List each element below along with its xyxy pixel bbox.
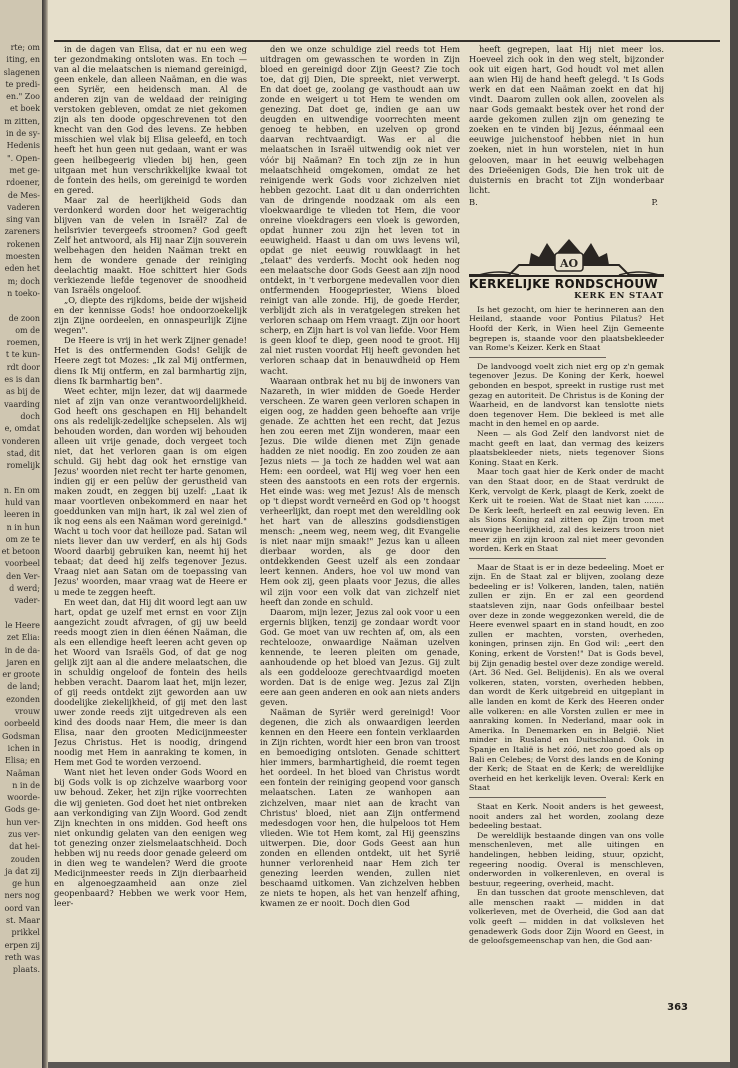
left-page-line: hun ver- <box>6 817 40 827</box>
left-page-line: st. Maar <box>6 916 40 926</box>
left-page-line <box>0 608 42 620</box>
left-page-line: d werd; <box>9 584 40 594</box>
section-title: KERKELIJKE RONDSCHOUW <box>469 275 664 289</box>
paragraph: De Heere is vrij in het werk Zijner genade! Het is des ontfermenden Gods! Gelijk de Heere zegt tot Mozes: „Ik zal Mij ontfermen, diens Ik Mij ontferm, en zal barmhartig zijn, diens Ik barmhartig ben". <box>54 335 247 386</box>
emblem-text: AO <box>559 256 579 270</box>
left-page-line: de Mes- <box>7 190 40 200</box>
left-page-line: ichen in <box>7 743 40 753</box>
paragraph: heeft gegrepen, laat Hij niet meer los. Hoeveel zich ook in den weg stelt, bijzonder ook uit eigen hart, God houdt vol met allen aan wien Hij de hand heeft gelegd. 't Is Gods werk en dat een Naäman zoekt en dat hij vindt. Daarom zullen ook allen, zoovelen als naar Gods gemaakt bestek over het rond der aarde gekomen zullen zijn om genezing te zoeken en te vinden bij Jezus, éénmaal een eeuwige juichenstoof hebben niet in hun zoeken, niet in hun worstelen, niet in hun gelooven, maar in het eeuwig welbehagen des Drieëenigen Gods, Die hen trok uit de duisternis en bracht tot Zijn wonderbaar licht. <box>469 44 664 195</box>
left-page-line: n in hun <box>6 522 40 532</box>
left-page-line: eden het <box>4 264 40 274</box>
left-page-line: doch <box>20 411 40 421</box>
left-page-line: zouden <box>10 854 40 864</box>
left-page-line: jaren en <box>6 657 40 667</box>
left-page-line: woorde- <box>7 793 40 803</box>
left-page-line: er groote <box>2 670 40 680</box>
left-page-line: roemen, <box>6 338 40 348</box>
left-page-line: om ze te <box>5 534 40 544</box>
left-page-line: m zitten, <box>4 116 40 126</box>
paragraph: Maar de Staat is er in deze bedeeling. Moet er zijn. En de Staat zal er blijven, zoolang deze bedeeling er is! Volkeren, landen, talen, natiën zullen er zijn. En er zal een geordend staatsleven zijn, naar Gods onfeilbaar bestel over deze in zonde weggezonken wereld, die de Heere evenwel spaart en in stand houdt, en zoo zullen er machten, vorsten, overheden, koningen, prinsen zijn. En God wil: „eert den Koning, erkent de Vorsten!" Dat is Gods bevel, bij Zijn genadig bestel over deze zondige wereld. (Art. 36 Ned. Gel. Belijdenis). En als we overal volkeren, staten, vorsten, overheden hebben, dan wordt de Kerk uitgebreid en uitgeplant in alle landen en komt de Kerk des Heeren onder alle volkeren: en alle Vorsten zullen er mee in aanraking komen. In Nederland, maar ook in Amerika. In Denemarken en in België. Niet minder in Rusland en Duitschland. Ook in Spanje en Italië is het zóó, net zoo goed als op Bali en Celebes; de Vorst des lands en de Koning der Kerk; de Staat en de Kerk; de wereldlijke overheid en het kerkelijk leven. Overal: Kerk en Staat <box>469 562 664 793</box>
section-subtitle: KERK EN STAAT <box>574 290 664 301</box>
left-page-line: rokenen <box>6 239 40 249</box>
left-page-line: ners nog <box>4 891 40 901</box>
left-page-line: vrouw <box>14 707 40 717</box>
left-page-line: Godsman <box>2 731 40 741</box>
left-page-line: moesten <box>5 252 40 262</box>
paragraph: De wereldlijk bestaande dingen van ons volle menschenleven, met alle uitingen en handelingen, hebben leiding, stuur, opzicht, regeering noodig. Overal is menschleven, onderworden in volkerenleven, en overal is bestuur, regeering, overheid, macht. <box>469 830 664 888</box>
left-page-line: slagenen <box>3 67 40 77</box>
paragraph: En dan tusschen dat groote menschleven, dat alle menschen raakt — midden in dat volkerleven, met de Overheid, die God aan dat volk geeft — midden in dat volksleven het genadewerk Gods door Zijn Woord en Geest, in de geloofsgemeenschap van hen, die God aan- <box>469 888 664 946</box>
church-emblem-header <box>469 235 664 279</box>
left-page-line: le Heere <box>5 620 40 630</box>
paragraph: Daarom, mijn lezer, Jezus zal ook voor u een ergernis blijken, tenzij ge zondaar wordt voor God. Ge moet van uw rechten af, om, als een rechtelooze, onwaardige Naäman uzelven kennende, te leeren pleiten om genade, aanhoudende op het bloed van Jezus. Gij zult als een goddelooze gerechtvaardigd moeten worden. Dat is de enige weg. Jezus zal Zijn eere aan geen anderen en ook aan niets anders geven. <box>260 606 460 708</box>
left-page-line: romelijk <box>6 461 40 471</box>
section-body <box>469 305 664 946</box>
left-page-line: Naäman <box>5 768 40 778</box>
paragraph: Neen — als God Zelf den landvorst niet de macht geeft en laat, dan vermag des keizers plaatsbekleeder niets, niets tegenover Sions Koning. Staat en Kerk. <box>469 428 664 467</box>
paragraph: Weet echter, mijn lezer, dat wij daarmede niet af zijn van onze verantwoordelijkheid. God heeft ons geschapen en Hij behandelt ons als redelijk-zedelijke schepselen. Als wij behouden worden, dan worden wij behouden alleen uit vrije genade, doch vergeet toch niet, dat het verloren gaan is om eigen schuld. Gij hebt dag ook het ernstige van Jezus' woorden niet recht ter harte genomen, indien gij er een pelûw der gerustheid van maken zoudt, en zeggen bij uzelf: „Laat ik maar voortleven onbekommerd en naar het goeddunken van mijn hart, ik zal wel zien of ik nog eens als een Naäman word gereinigd." Wacht u toch voor dat heilloze pad. Satan wil niets liever dan uw verderf, en als hij Gods Woord daarbij gebruiken kan, neemt hij het tebaat; dat deed hij zelfs tegenover Jezus. Vraag niet aan Satan om de toepassing van Jezus' woorden, maar vraag wat de Heere er u mede te zeggen heeft. <box>54 385 247 597</box>
left-page-line: Hedenis <box>6 141 40 151</box>
left-page-line: ja dat zij <box>5 866 40 876</box>
left-page-line: zareners <box>4 227 40 237</box>
left-page-line: prikkel <box>11 928 40 938</box>
paragraph: Staat en Kerk. Nooit anders is het geweest, nooit anders zal het worden, zoolang deze bedeeling bestaat. <box>469 801 664 831</box>
left-page-line: iting, en <box>6 55 40 65</box>
left-page-line: n in de <box>12 780 40 790</box>
left-page-line <box>0 300 42 312</box>
left-page-line: Gods ge- <box>4 805 40 815</box>
left-page-line: m; doch <box>7 276 40 286</box>
left-page-line: oorbeeld <box>4 719 40 729</box>
left-page-line: oord van <box>4 903 40 913</box>
page-number: 363 <box>667 1002 688 1013</box>
paragraph: in de dagen van Elisa, dat er nu een weg ter gezondmaking ontsloten was. En toch — van al die melaatschen is niemand gereinigd, geen enkele, dan alleen Naäman, en die was een Syriër, een heidensch man. Al de anderen zijn van de weldaad der reiniging verstoken gebleven, omdat ze niet gekomen zijn als ten doode opgeschrevenen tot den knecht van den God des levens. Ze hebben misschien wel vlak bij Elisa geleefd, en toch heeft het hun geen nut gedaan, want er was geen heilbegeerig vlieden bij hen, geen uitgaan met hun verschrikkelijke kwaal tot de fontein des heils, om gereinigd te worden en gered. <box>54 44 247 195</box>
left-page-line: n. En om <box>3 485 40 495</box>
book-page <box>48 0 732 1062</box>
article-column-1 <box>54 44 247 1034</box>
paragraph: Waaraan ontbrak het nu bij de inwoners van Nazareth, in wier midden de Goede Herder verscheen. Ze waren geen verloren schapen in eigen oog, ze hadden geen behoefte aan vrije genade. Ze achtten het een recht, dat Jezus hen zou eeren met Zijn wonderen, maar een Jezus. Die wilde dienen met Zijn genade hadden ze niet noodig. En zoo zouden ze aan Jezus niets — ja toch ze hadden wel wat aan Hem: een oordeel, wat Hij weg voer hen een steen des aanstoots en een rots der ergernis. Het einde was: weg met Jezus! Als de mensch op 't diepst wordt verneêrd en God op 't hoogst verheerlijkt, dan roept met den wereldling ook het hart van de alleszins godsdienstigen mensch: „neem weg, neem weg, dit Evangelie is niet naar mijn smaak!" Jezus kan u alleen dierbaar worden, als ge door den ontdekkenden Geest uzelf als een zondaar leert kennen. Anders, hoe vol uw mond van Hem ook zij, geen plaats voor Jezus, die alles wil zijn voor een volk dat van zichzelf niet heeft dan zonde en schuld. <box>260 375 460 607</box>
left-page-line: rdt door <box>6 362 40 372</box>
left-page-line: es is dan <box>4 375 40 385</box>
left-page-line: as bij de <box>6 387 40 397</box>
paragraph: den we onze schuldige ziel reeds tot Hem uitdragen om gewasschen te worden in Zijn bloed en gereinigd door Zijn Geest? Zie toch toe, dat gij Dien, Die spreekt, niet verwerpt. En dat doet ge, zoolang ge vasthoudt aan uw zonde en weigert u tot Hem te wenden om genezing. Dat doet ge, indien ge aan uw deugden en uitwendige voorrechten meent genoeg te hebben, en uzelven op grond daarvan rechtvaardigt. Was er al die melaatschen in Israël uitwendig ook niet ver vóór bij Naäman? En toch zijn ze in hun melaatschheid omgekomen, omdat ze het reinigende werk Gods voor zichzelven niet hebben gezocht. Laat dit u dan onderrichten van de dringende noodzaak om als een vloekwaardige te vlieden tot Hem, die voor onreine vloekdragers een vloek is geworden, opdat hunner zou zijn het leven tot in eeuwigheid. Haast u dan om uws levens wil, opdat ge niet eeuwig rouwklaagt in het „telaat" des verderfs. Mocht ook heden nog een melaatsche door Gods Geest aan zijn nood ontdekt, in 't verborgene medevallen voor dien ontfermenden Hoogepriester, Wiens bloed reinigt van alle zonde. Hij, de goede Herder, verblijdt zich als in veratgelegen streken het verloren schaap om Hem vraagt. Zijn oor hoort scherp, en Zijn hart is vol van liefde. Voor Hem is geen kloof te diep, geen nood te groot. Hij zal niet rusten voordat Hij heeft gevonden het verloren schaap dat in benauwdheid op Hem wacht. <box>260 44 460 376</box>
signature-initial-right: P. <box>651 196 658 207</box>
top-rule <box>54 40 720 42</box>
paragraph: Naäman de Syriër werd gereinigd! Voor degenen, die zich als onwaardigen leerden kennen en den Heere een fontein verklaarden in Zijn richten, wordt hier een bron van troost en bemoediging ontsloten. Genade schittert hier immers, barmhartigheid, die roemt tegen het oordeel. In het bloed van Christus wordt een fontein der reiniging geopend voor gansch melaatschen. Laten ze wanhopen aan zichzelven, maar niet aan de kracht van Christus' bloed, niet aan Zijn ontfermend medesdogen voor hen, die hulpeloos tot Hem vlieden. Wie tot Hem komt, zal Hij geenszins uitwerpen. Die, door Gods Geest aan hun zonden en ellenden ontdekt, uit het Syrië hunner verlorenheid naar Hem zich ter genezing leerden wenden, zullen niet beschaamd uitkomen. Van zichzelven hebben ze niets te hopen, als het van henzelf afhing, kwamen ze er nooit. Doch dien God <box>260 707 460 908</box>
signature-initial-left: B. <box>469 196 478 207</box>
paragraph: Is het gezocht, om hier te herinneren aan den Heiland, staande voor Pontius Pilatus? Het Hoofd der Kerk, in Wien heel Zijn Gemeente begrepen is, staande voor den plaatsbekleeder van Rome's Keizer. Kerk en Staat <box>469 304 664 353</box>
left-page-line: n toeko- <box>7 288 40 298</box>
left-page-line: stad, dit <box>6 448 40 458</box>
left-page-line: reth was <box>4 952 40 962</box>
article-column-2 <box>260 44 460 1034</box>
paragraph: Maar zal de heerlijkheid Gods dan verdonkerd worden door het weigerachtig blijven van de velen in Israël? Zal de heilsrivier tevergeefs stroomen? God geeft Zelf het antwoord, als Hij naar Zijn souverein welbehagen den heiden Naäman trekt en hem de wondere genade der reiniging deelachtig maakt. Hoe schittert hier Gods verkiezende liefde tegenover de snoodheid van Israëls ongeloof. <box>54 194 247 296</box>
left-page-line: et betoon <box>1 547 40 557</box>
left-page-line: te predi- <box>5 79 40 89</box>
paragraph: „O, diepte des rijkdoms, beide der wijsheid en der kennisse Gods! hoe ondoorzoekelijk zijn Zijne oordeelen, en onnaspeurlijk Zijne wegen". <box>54 295 247 336</box>
paragraph: De landvoogd voelt zich niet erg op z'n gemak tegenover Jezus. De Koning der Kerk, hoewel gebonden en bespot, spreekt in rustige rust met gezag en autoriteit. De Christus is de Koning der Waarheid, en de landvorst kan tenslotte niets doen tegenover Hem. Die bekleed is met alle macht in den hemel en op aarde. <box>469 361 664 429</box>
left-page-line: de zoon <box>8 313 40 323</box>
left-page-line: voorbeel <box>4 559 40 569</box>
left-page-line: zet Elia: <box>6 633 40 643</box>
left-page-line: vaderen <box>7 202 40 212</box>
left-page-line: met ge- <box>9 165 40 175</box>
left-page-line: huld van <box>5 497 40 507</box>
left-page-line: in de sy- <box>6 129 40 139</box>
left-page-line: plaats. <box>12 965 40 975</box>
left-page-line: ezonden <box>6 694 40 704</box>
paragraph: Maar toch gaat hier de Kerk onder de macht van den Staat door, en de Staat verdrukt de Kerk, vervolgt de Kerk, plaagt de Kerk, zoekt de Kerk uit te roeien. Wat de Staat niet kan ........ De Kerk leeft, herleeft en zal eeuwig leven. En als Sions Koning zal zitten op Zijn troon met eeuwige heerlijkheid, zal des keizers troon niet meer zijn en zijn kroon zal niet meer gevonden worden. Kerk en Staat <box>469 467 664 554</box>
left-page-line: den Ver- <box>6 571 40 581</box>
left-page-line: zus ver- <box>8 830 40 839</box>
left-page-line: erpen zij <box>4 940 40 950</box>
left-page-line <box>0 472 42 484</box>
emblem-illustration <box>469 235 664 279</box>
left-page-line: sing van <box>6 215 40 225</box>
left-page-line: ". Open- <box>6 153 40 163</box>
article-column-3 <box>469 44 664 1004</box>
left-page-line: vonderen <box>1 436 40 446</box>
dotted-divider <box>469 357 606 358</box>
left-page-line: et boek <box>9 104 40 114</box>
left-page-line: in de da- <box>4 645 40 655</box>
left-page-line: vader- <box>14 596 40 606</box>
paragraph: Want niet het leven onder Gods Woord en bij Gods volk is op zichzelve waarborg voor uw behoud. Zeker, het zijn rijke voorrechten die wij genieten. God doet het niet ontbreken aan verkondiging van Zijn Woord. God zendt Zijn knechten in ons midden. God heeft ons niet onkundig gelaten van den eenigen weg tot genezing onzer zielsmelaatschheid. Doch hebben wij nu reeds door genade geleerd om in dien weg te wandelen? Werd die groote Medicijnmeester reeds in Zijn dierbaarheid en algenoegzaamheid aan onze ziel geopenbaard? Hebben we werk voor Hem, leer- <box>54 767 247 908</box>
left-page-line: en." Zoo <box>6 92 40 102</box>
left-page-line: Elisa; en <box>5 756 40 766</box>
left-page-line: e, omdat <box>4 424 40 434</box>
left-page-line: vaarding <box>4 399 40 409</box>
paragraph: En weet dan, dat Hij dit woord legt aan uw hart, opdat ge uzelf met ernst en voor Zijn aangezicht zoudt afvragen, of gij uw beeld reeds moogt zien in dien éénen Naäman, die als een ellendige heeft leeren acht geven op het Woord van Israëls God, of dat ge nog gelijk zijt aan al die andere melaatschen, die in schuldig ongeloof de fontein des heils hebben veracht. Daarom laat het, mijn lezer, of gij reeds ontdekt zijt geworden aan uw doodelijke ziekelijkheid, of gij met den last uwer zonde reeds zijt uitgedreven als een kind des doods naar Hem, die meer is dan Elisa, naar den grooten Medicijnmeester Jezus Christus. Het is noodig, dringend noodig met Hem in aanraking te komen, in Hem met God te worden verzoend. <box>54 596 247 768</box>
left-page-line: dat hei- <box>9 842 40 852</box>
left-page-line: leeren in <box>4 510 40 520</box>
left-page-line: om de <box>15 325 40 335</box>
left-page-line: rdoener, <box>6 178 40 188</box>
left-page-line: rte; om <box>10 43 40 52</box>
left-page-line: t te kun- <box>5 350 40 360</box>
author-signature <box>469 197 664 207</box>
dotted-divider <box>469 558 606 559</box>
dotted-divider <box>469 797 606 798</box>
left-page-line: de land; <box>7 682 40 692</box>
adjacent-left-page <box>0 0 42 1068</box>
right-background-edge <box>730 0 738 1068</box>
left-page-line: ge hun <box>12 879 40 889</box>
